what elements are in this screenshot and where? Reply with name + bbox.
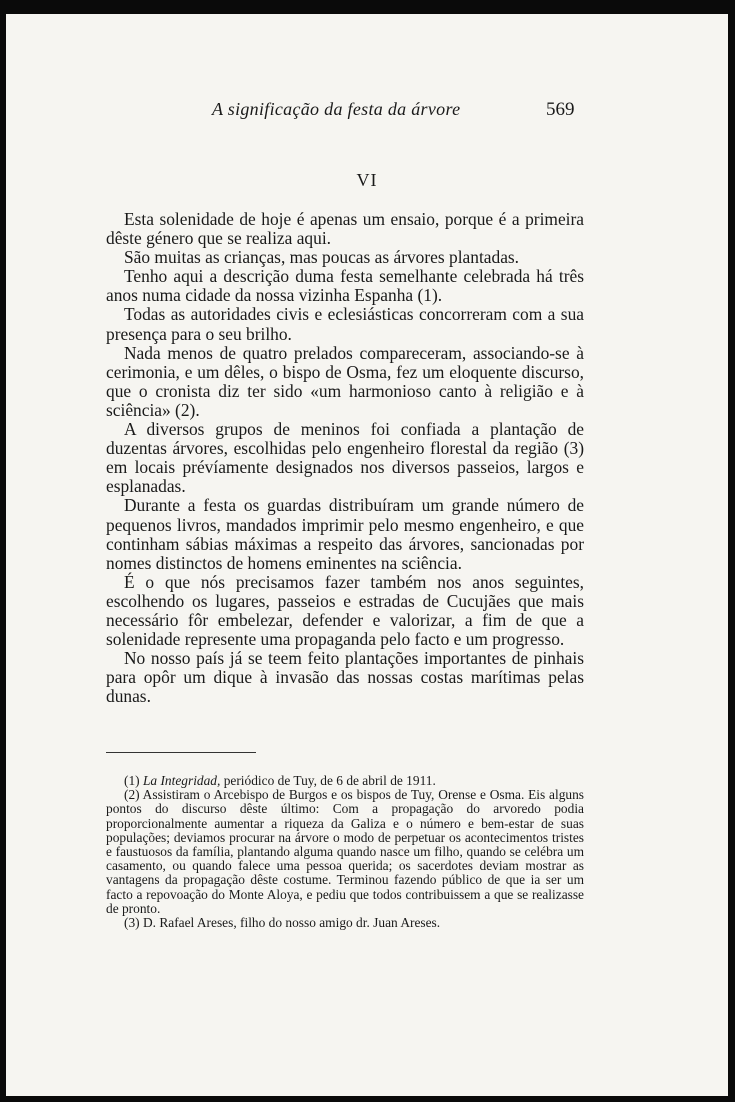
paragraph: Tenho aqui a descrição duma festa semelhante celebrada há três anos numa cidade da nossa vizinha Espanha (1).	[106, 266, 584, 306]
footnote-1-marker: (1)	[124, 773, 140, 788]
page-number: 569	[546, 99, 575, 120]
running-head	[6, 99, 728, 127]
paragraph: É o que nós precisamos fazer também nos anos seguintes, escolhendo os lugares, passeios e estradas de Cucujães que mais necessário fôr embelezar, defender e valorizar, a fim de que a solenidade represente uma propaganda pelo facto e um progresso.	[106, 571, 584, 650]
paragraph: Todas as autoridades civis e eclesiásticas concorreram com a sua presença para o seu brilho.	[106, 304, 584, 344]
paragraph: Nada menos de quatro prelados compareceram, associando-se à cerimonia, e um dêles, o bispo de Osma, fez um eloquente discurso, que o cronista diz ter sido «um harmonioso canto à religião e à sciência» (2).	[106, 342, 584, 420]
paragraph: A diversos grupos de meninos foi confiada a plantação de duzentas árvores, escolhidas pelo engenheiro florestal da região (3) em locais prévíamente designados nos diversos passeios, largos e esplanadas.	[106, 419, 584, 497]
footnotes	[106, 774, 584, 930]
footnote-1	[106, 774, 584, 788]
footnote-1-text: periódico de Tuy, de 6 de abril de 1911.	[220, 773, 436, 788]
footnote-1-title: La Integridad,	[142, 773, 221, 788]
footnote-divider	[106, 752, 256, 753]
paragraph: São muitas as crianças, mas poucas as árvores plantadas.	[124, 247, 520, 268]
paragraph: No nosso país já se teem feito plantações importantes de pinhais para opôr um dique à invasão das nossas costas marítimas pelas dunas.	[106, 648, 584, 707]
book-page	[6, 14, 728, 1096]
paragraph: Durante a festa os guardas distribuíram um grande número de pequenos livros, mandados imprimir pelo mesmo engenheiro, e que continham sábias máximas a respeito das árvores, sancionadas por nomes distinctos de homens eminentes na sciência.	[106, 495, 584, 573]
running-title: A significação da festa da árvore	[212, 99, 461, 119]
footnote-3: (3) D. Rafael Areses, filho do nosso amigo dr. Juan Areses.	[124, 915, 441, 931]
footnote-2: (2) Assistiram o Arcebispo de Burgos e os bispos de Tuy, Orense e Osma. Eis alguns pontos do discurso dêste último: Com a propagação do arvoredo podia proporcionalmente aumentar a riqueza da Galiza e o número e bem-estar de suas populações; deviamos procurar na árvore o modo de perpetuar os acontecimentos tristes e faustuosos da família, plantando alguma quando nasce um filho, quando se celébra um casamento, ou quando falece uma pessoa querida; os sacerdotes deviam mostrar as vantagens da propagação dêste costume. Terminou fazendo público de que ia ser um facto a repovoação do Monte Aloya, e pediu que todos contribuissem a que se realizasse de pronto.	[106, 787, 584, 916]
paragraph: Esta solenidade de hoje é apenas um ensaio, porque é a primeira dêste género que se realiza aqui.	[106, 209, 584, 249]
section-heading: VI	[356, 170, 378, 190]
body-text	[106, 210, 584, 706]
